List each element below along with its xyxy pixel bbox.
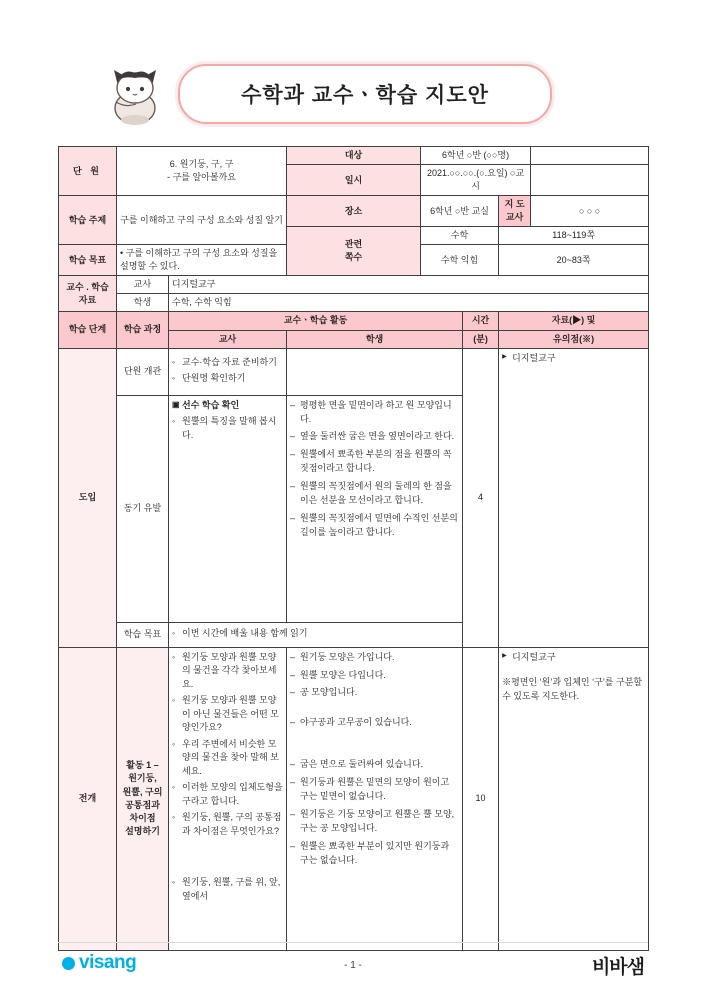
table-row xyxy=(59,647,649,950)
col-stage: 학습 단계 xyxy=(59,312,117,348)
list-item: ◦ 우리 주변에서 비슷한 모양의 물건을 찾아 말해 보세요. xyxy=(172,738,283,779)
related-pages-2: 20~83쪽 xyxy=(499,245,649,276)
subject-label: 학습 주제 xyxy=(59,196,117,245)
process-line-5: 차이점 xyxy=(129,812,156,823)
target-value-extra xyxy=(531,147,649,165)
teacher-activity-motivation xyxy=(169,395,287,622)
list-item: – 공 모양입니다. xyxy=(290,686,459,700)
related-pages-1: 118~119쪽 xyxy=(499,227,649,245)
student-activity-motivation xyxy=(287,395,463,622)
material-who-1: 교사 xyxy=(117,276,169,294)
related-name-1: 수학 xyxy=(421,227,499,245)
list-item: – 평평한 면을 밑면이라 하고 원 모양입니다. xyxy=(290,399,459,427)
unit-value xyxy=(117,147,287,196)
list-item: ◦ 원기둥, 원뿔, 구를 위, 앞, 옆에서 xyxy=(172,876,283,903)
list-item: – 원기둥 모양은 가입니다. xyxy=(290,651,459,665)
list-item: – 야구공과 고무공이 있습니다. xyxy=(290,716,459,730)
col-activity: 교수ㆍ학습 활동 xyxy=(169,312,463,330)
process-line-1: 활동 1 – xyxy=(126,760,159,771)
col-time-unit: (분) xyxy=(463,330,499,348)
goal-label: 학습 목표 xyxy=(59,245,117,276)
col-time: 시간 xyxy=(463,312,499,330)
list-item: – 원기둥과 원뿔은 밑면의 모양이 원이고 구는 밑면이 없습니다. xyxy=(290,776,459,804)
unit-line-1: 6. 원기둥, 구, 구 xyxy=(169,159,234,170)
list-item: – 원기둥은 기둥 모양이고 원뿔은 뿔 모양, 구는 공 모양입니다. xyxy=(290,808,459,836)
list-item: – 원뿔의 꼭짓점에서 원의 둘레의 한 점을 이은 선분을 모선이라고 합니다. xyxy=(290,480,459,508)
table-header-row xyxy=(59,312,649,330)
process-activity-1 xyxy=(117,647,169,950)
teacher-activity-learning-goal xyxy=(169,622,463,647)
time-intro: 4 xyxy=(463,348,499,647)
process-line-3: 원뿔, 구의 xyxy=(122,786,163,797)
date-value: 2021.○○.○○.(○.요일) ○교시 xyxy=(421,165,531,196)
material-intro xyxy=(499,348,649,647)
target-value: 6학년 ○반 (○○명) xyxy=(421,147,531,165)
col-material-note: 유의점(※) xyxy=(499,330,649,348)
target-label: 대상 xyxy=(287,147,421,165)
date-label: 일시 xyxy=(287,165,421,196)
footer-divider xyxy=(58,942,648,943)
student-activity-unit-overview xyxy=(287,348,463,395)
col-teacher: 교사 xyxy=(169,330,287,348)
teacher-value: ○ ○ ○ xyxy=(531,196,649,227)
list-item: – 원뿔 모양은 다입니다. xyxy=(290,669,459,683)
list-item: – 옆을 둘러싼 굽은 면을 옆면이라고 한다. xyxy=(290,430,459,444)
related-name-2: 수학 익힘 xyxy=(421,245,499,276)
subject-value: 구를 이해하고 구의 구성 요소와 성질 알기 xyxy=(117,196,287,245)
table-row xyxy=(59,348,649,395)
time-development: 10 xyxy=(463,647,499,950)
page-number: - 1 - xyxy=(344,960,362,971)
material-development xyxy=(499,647,649,950)
related-label: 관련 쪽수 xyxy=(287,227,421,276)
process-learning-goal: 학습 목표 xyxy=(117,622,169,647)
process-unit-overview: 단원 개관 xyxy=(117,348,169,395)
list-item: – 원뿔에서 뾰족한 부분의 점을 원뿔의 꼭짓점이라고 합니다. xyxy=(290,448,459,476)
material-what-1: 디지털교구 xyxy=(169,276,649,294)
visang-logo-text: visang xyxy=(79,952,137,973)
student-activity-1 xyxy=(287,647,463,950)
list-item: ◦ 교수·학습 자료 준비하기 xyxy=(172,356,283,370)
document-title-box xyxy=(178,64,552,124)
list-item: ◦ 원뿔의 특징을 말해 봅시다. xyxy=(172,415,283,442)
list-item: ▶ 디지털교구 xyxy=(502,651,645,665)
list-item: ◦ 원기둥 모양과 원뿔 모양이 아닌 물건들은 어떤 모양인가요? xyxy=(172,694,283,735)
table-row xyxy=(59,196,649,227)
material-label: 교수 . 학습 자료 xyxy=(59,276,117,312)
process-line-2: 원기둥, xyxy=(128,773,157,784)
lesson-plan-table xyxy=(58,146,649,951)
list-item: ◦ 원기둥 모양과 원뿔 모양의 물건을 각각 찾아보세요. xyxy=(172,651,283,692)
table-row xyxy=(59,294,649,312)
process-motivation: 동기 유발 xyxy=(117,395,169,622)
col-process: 학습 과정 xyxy=(117,312,169,348)
document-footer xyxy=(0,942,706,1000)
list-item: ◦ 원기둥, 원뿔, 구의 공통점과 차이점은 무엇인가요? xyxy=(172,811,283,838)
goal-value: • 구를 이해하고 구의 구성 요소와 성질을 설명할 수 있다. xyxy=(117,245,287,276)
list-item: ◦ 이번 시간에 배울 내용 함께 읽기 xyxy=(172,627,459,641)
table-row xyxy=(59,276,649,294)
material-what-2: 수학, 수학 익힘 xyxy=(169,294,649,312)
list-item: ▣ 선수 학습 확인 xyxy=(172,399,283,413)
cat-mascot-icon xyxy=(104,62,166,126)
list-item: ◦ 이러한 모양의 입체도형을 구라고 합니다. xyxy=(172,781,283,808)
col-material: 자료(▶) 및 xyxy=(499,312,649,330)
document-header xyxy=(0,62,706,134)
stage-intro: 도입 xyxy=(59,348,117,647)
table-row xyxy=(59,147,649,165)
bibasam-logo-text: 비바샘 xyxy=(591,957,644,978)
teacher-activity-1 xyxy=(169,647,287,950)
col-student: 학생 xyxy=(287,330,463,348)
material-who-2: 학생 xyxy=(117,294,169,312)
teacher-activity-unit-overview xyxy=(169,348,287,395)
teacher-label: 지 도 교사 xyxy=(499,196,531,227)
process-line-6: 설명하기 xyxy=(125,825,160,836)
list-item: ◦ 단원명 확인하기 xyxy=(172,372,283,386)
list-item: ▶ 디지털교구 xyxy=(502,352,645,366)
page-title: 수학과 교수ㆍ학습 지도안 xyxy=(241,84,489,107)
date-value-extra xyxy=(531,165,649,196)
unit-label: 단 원 xyxy=(59,147,117,196)
place-label: 장소 xyxy=(287,196,421,227)
stage-development: 전개 xyxy=(59,647,117,950)
material-note: ※평면인 ‘원’과 입체인 ‘구’를 구분할 수 있도록 지도한다. xyxy=(502,677,643,701)
list-item: – 굽은 면으로 둘러싸여 있습니다. xyxy=(290,758,459,772)
place-value: 6학년 ○반 교실 xyxy=(421,196,499,227)
process-line-4: 공통점과 xyxy=(125,799,160,810)
unit-line-2: - 구를 알아볼까요 xyxy=(167,172,236,183)
list-item: – 원뿔의 꼭짓점에서 밑면에 수직인 선분의 길이를 높이라고 합니다. xyxy=(290,512,459,540)
list-item: – 원뿔은 뾰족한 부분이 있지만 원기둥과 구는 없습니다. xyxy=(290,840,459,868)
